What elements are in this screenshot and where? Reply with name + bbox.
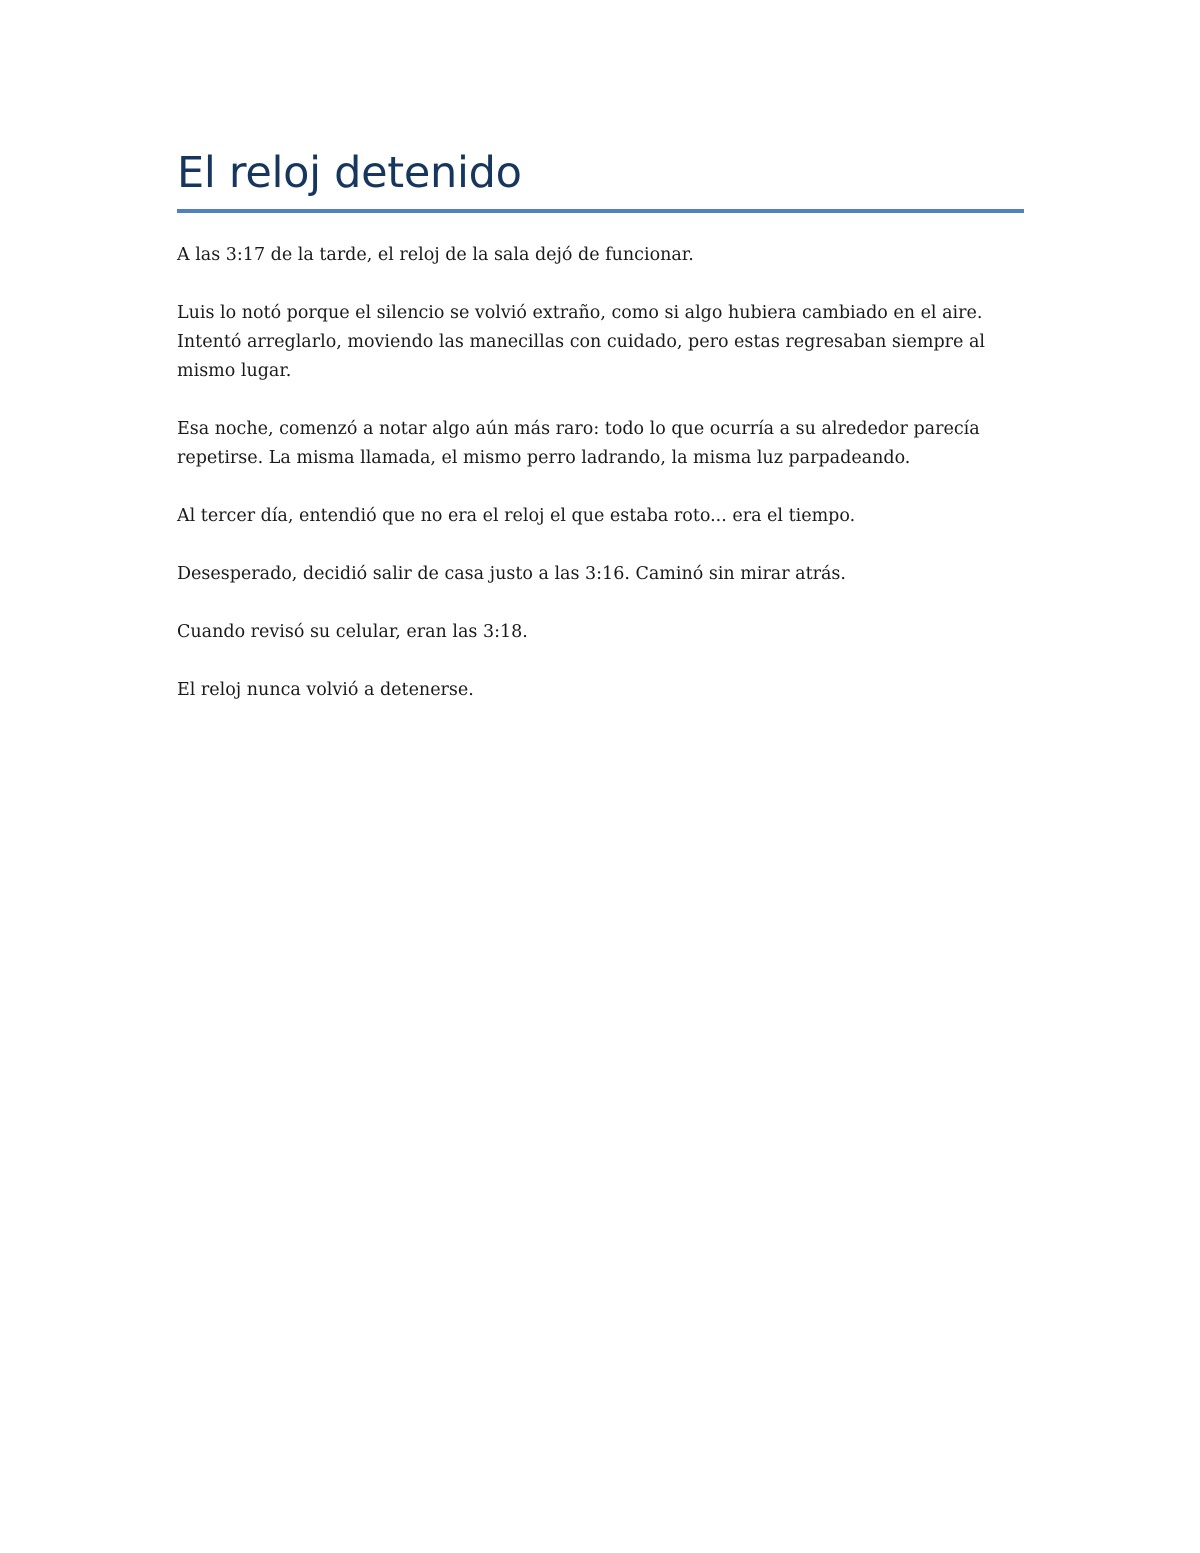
paragraph: Al tercer día, entendió que no era el reloj el que estaba roto... era el tiempo. (177, 506, 856, 526)
paragraph: Luis lo notó porque el silencio se volvió extraño, como si algo hubiera cambiado en el aire. Intentó arreglarlo, moviendo las manecillas con cuidado, pero estas regresaban siempre al mismo lugar. (177, 303, 985, 381)
paragraph: El reloj nunca volvió a detenerse. (177, 680, 474, 700)
title-underline (177, 209, 1024, 213)
paragraph: Cuando revisó su celular, eran las 3:18. (177, 622, 528, 642)
paragraph: Esa noche, comenzó a notar algo aún más raro: todo lo que ocurría a su alrededor parecía repetirse. La misma llamada, el mismo perro ladrando, la misma luz parpadeando. (177, 419, 980, 468)
paragraph: Desesperado, decidió salir de casa justo a las 3:16. Caminó sin mirar atrás. (177, 564, 846, 584)
document-title: El reloj detenido (177, 148, 522, 198)
document-body (177, 241, 1024, 705)
document-content (177, 140, 1024, 734)
paragraph: A las 3:17 de la tarde, el reloj de la sala dejó de funcionar. (177, 245, 694, 265)
